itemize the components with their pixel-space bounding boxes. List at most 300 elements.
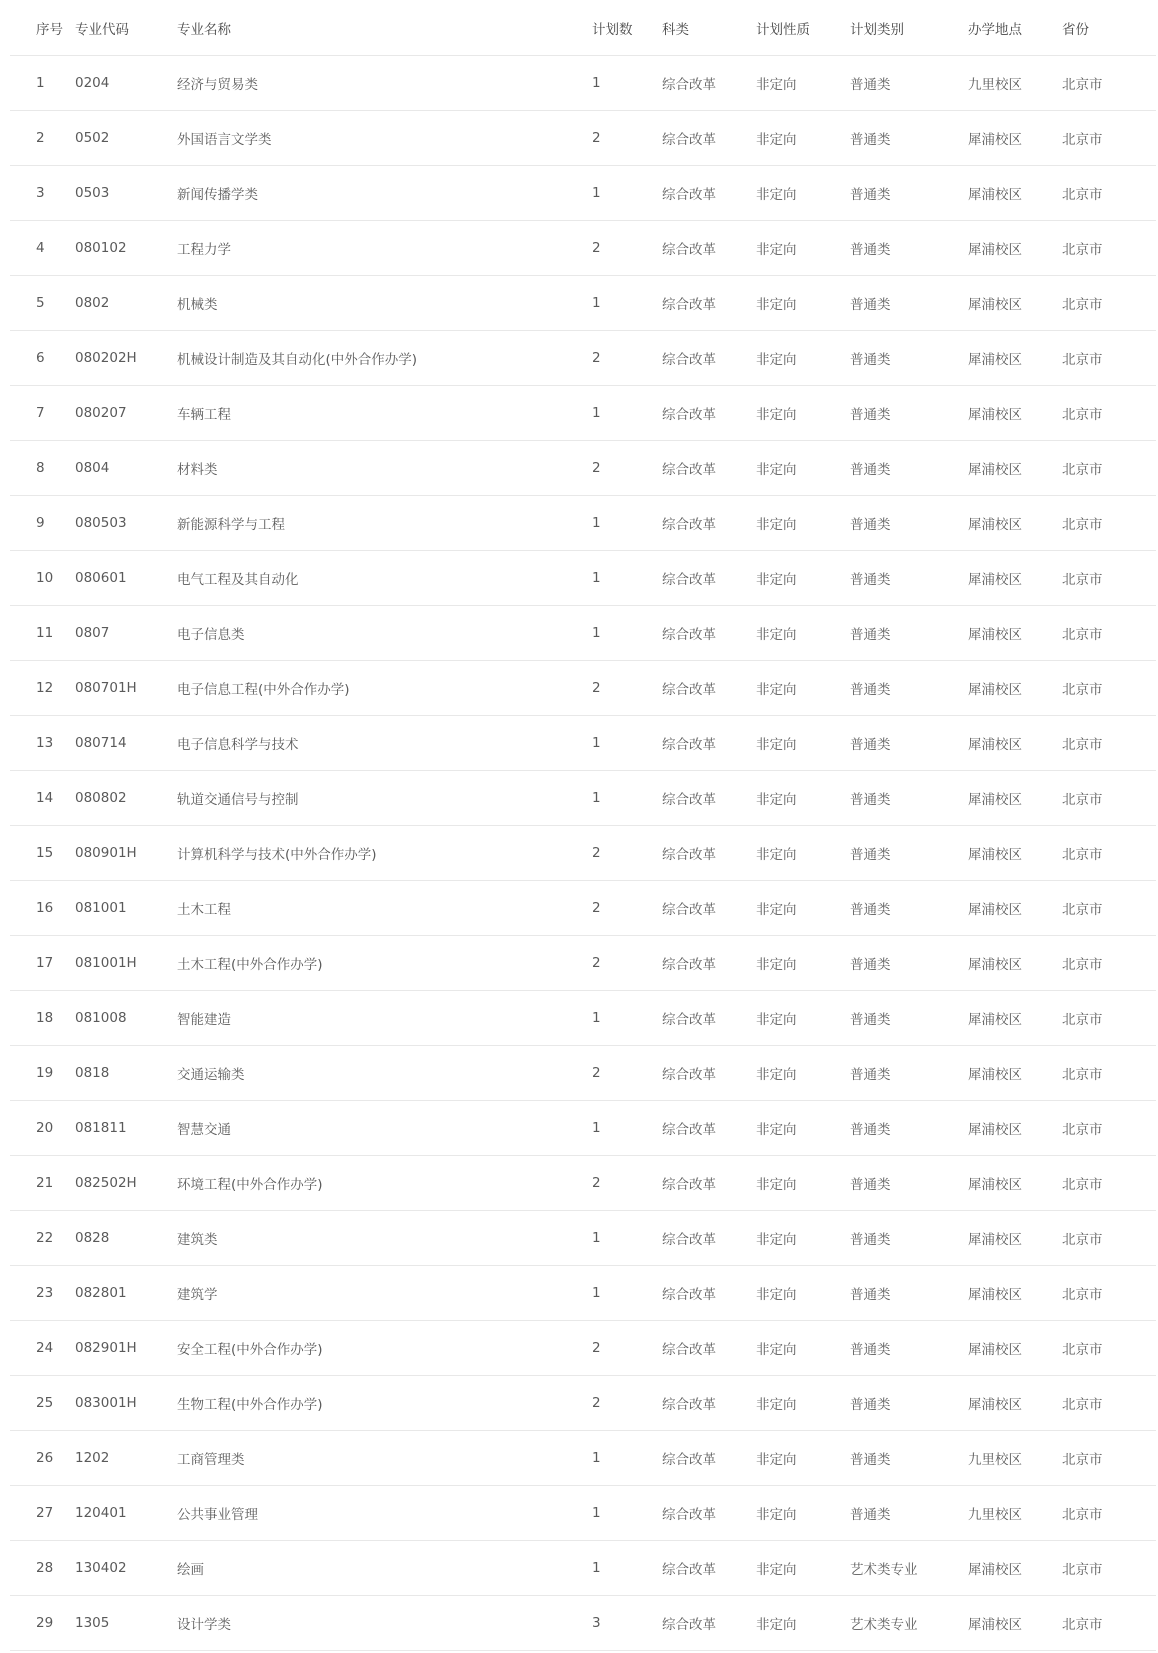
table-body — [10, 56, 1156, 1651]
cell-col-campus: 犀浦校区 — [968, 991, 1062, 1046]
cell-col-plan-nature: 非定向 — [756, 1046, 850, 1101]
cell-col-index: 3 — [10, 166, 75, 221]
table-row — [10, 1156, 1156, 1211]
cell-col-major-code: 082801 — [75, 1266, 177, 1321]
cell-col-campus: 犀浦校区 — [968, 1101, 1062, 1156]
cell-col-index: 7 — [10, 386, 75, 441]
table-row — [10, 826, 1156, 881]
cell-col-province: 北京市 — [1062, 1321, 1156, 1376]
table-row — [10, 1486, 1156, 1541]
table-row — [10, 221, 1156, 276]
cell-col-major-name: 生物工程(中外合作办学) — [177, 1376, 592, 1431]
table-row — [10, 56, 1156, 111]
cell-col-major-code: 080714 — [75, 716, 177, 771]
cell-col-plan-nature: 非定向 — [756, 881, 850, 936]
cell-col-plan-count: 2 — [592, 331, 662, 386]
table-row — [10, 1541, 1156, 1596]
cell-col-plan-category: 普通类 — [850, 331, 968, 386]
cell-col-campus: 犀浦校区 — [968, 1596, 1062, 1651]
cell-col-plan-count: 1 — [592, 1431, 662, 1486]
cell-col-major-name: 建筑类 — [177, 1211, 592, 1266]
cell-col-province: 北京市 — [1062, 1541, 1156, 1596]
cell-col-province: 北京市 — [1062, 826, 1156, 881]
cell-col-province: 北京市 — [1062, 221, 1156, 276]
cell-col-index: 21 — [10, 1156, 75, 1211]
cell-col-plan-count: 1 — [592, 1101, 662, 1156]
cell-col-index: 6 — [10, 331, 75, 386]
cell-col-subject-type: 综合改革 — [662, 551, 756, 606]
cell-col-plan-nature: 非定向 — [756, 1211, 850, 1266]
cell-col-index: 28 — [10, 1541, 75, 1596]
cell-col-plan-category: 普通类 — [850, 1211, 968, 1266]
cell-col-subject-type: 综合改革 — [662, 56, 756, 111]
cell-col-province: 北京市 — [1062, 276, 1156, 331]
cell-col-index: 18 — [10, 991, 75, 1046]
cell-col-subject-type: 综合改革 — [662, 881, 756, 936]
cell-col-plan-count: 1 — [592, 1486, 662, 1541]
cell-col-plan-category: 普通类 — [850, 826, 968, 881]
table-row — [10, 1101, 1156, 1156]
header-col-plan-count: 计划数 — [592, 0, 662, 56]
cell-col-subject-type: 综合改革 — [662, 1101, 756, 1156]
cell-col-campus: 犀浦校区 — [968, 496, 1062, 551]
table-row — [10, 881, 1156, 936]
cell-col-index: 29 — [10, 1596, 75, 1651]
cell-col-plan-category: 普通类 — [850, 386, 968, 441]
cell-col-province: 北京市 — [1062, 551, 1156, 606]
cell-col-plan-count: 3 — [592, 1596, 662, 1651]
enrollment-plan-table-container — [10, 0, 1156, 1651]
table-row — [10, 606, 1156, 661]
cell-col-index: 27 — [10, 1486, 75, 1541]
cell-col-province: 北京市 — [1062, 936, 1156, 991]
cell-col-campus: 犀浦校区 — [968, 1376, 1062, 1431]
cell-col-index: 20 — [10, 1101, 75, 1156]
cell-col-plan-count: 1 — [592, 551, 662, 606]
cell-col-subject-type: 综合改革 — [662, 1211, 756, 1266]
cell-col-province: 北京市 — [1062, 661, 1156, 716]
cell-col-plan-category: 普通类 — [850, 441, 968, 496]
cell-col-major-code: 081001H — [75, 936, 177, 991]
cell-col-plan-category: 普通类 — [850, 661, 968, 716]
cell-col-major-code: 0807 — [75, 606, 177, 661]
cell-col-index: 14 — [10, 771, 75, 826]
cell-col-plan-nature: 非定向 — [756, 771, 850, 826]
cell-col-province: 北京市 — [1062, 1156, 1156, 1211]
cell-col-campus: 犀浦校区 — [968, 826, 1062, 881]
cell-col-province: 北京市 — [1062, 441, 1156, 496]
cell-col-province: 北京市 — [1062, 716, 1156, 771]
cell-col-major-name: 设计学类 — [177, 1596, 592, 1651]
cell-col-plan-count: 2 — [592, 1376, 662, 1431]
cell-col-subject-type: 综合改革 — [662, 991, 756, 1046]
cell-col-plan-category: 普通类 — [850, 1046, 968, 1101]
cell-col-province: 北京市 — [1062, 1101, 1156, 1156]
cell-col-major-code: 080802 — [75, 771, 177, 826]
header-col-province: 省份 — [1062, 0, 1156, 56]
cell-col-plan-count: 2 — [592, 826, 662, 881]
cell-col-plan-count: 2 — [592, 881, 662, 936]
cell-col-plan-nature: 非定向 — [756, 1266, 850, 1321]
cell-col-major-name: 车辆工程 — [177, 386, 592, 441]
cell-col-plan-category: 普通类 — [850, 936, 968, 991]
cell-col-subject-type: 综合改革 — [662, 1541, 756, 1596]
cell-col-subject-type: 综合改革 — [662, 111, 756, 166]
cell-col-province: 北京市 — [1062, 111, 1156, 166]
cell-col-campus: 犀浦校区 — [968, 1211, 1062, 1266]
cell-col-plan-category: 普通类 — [850, 1486, 968, 1541]
cell-col-plan-category: 艺术类专业 — [850, 1541, 968, 1596]
table-row — [10, 1376, 1156, 1431]
cell-col-subject-type: 综合改革 — [662, 771, 756, 826]
table-row — [10, 166, 1156, 221]
cell-col-province: 北京市 — [1062, 1046, 1156, 1101]
cell-col-plan-count: 1 — [592, 166, 662, 221]
table-row — [10, 1266, 1156, 1321]
cell-col-plan-nature: 非定向 — [756, 716, 850, 771]
cell-col-major-code: 130402 — [75, 1541, 177, 1596]
cell-col-major-name: 土木工程 — [177, 881, 592, 936]
cell-col-campus: 犀浦校区 — [968, 1156, 1062, 1211]
cell-col-province: 北京市 — [1062, 1596, 1156, 1651]
cell-col-major-code: 0502 — [75, 111, 177, 166]
cell-col-campus: 犀浦校区 — [968, 1541, 1062, 1596]
cell-col-campus: 犀浦校区 — [968, 881, 1062, 936]
cell-col-campus: 犀浦校区 — [968, 1046, 1062, 1101]
cell-col-subject-type: 综合改革 — [662, 716, 756, 771]
cell-col-province: 北京市 — [1062, 1266, 1156, 1321]
cell-col-plan-category: 普通类 — [850, 56, 968, 111]
cell-col-plan-category: 艺术类专业 — [850, 1596, 968, 1651]
cell-col-province: 北京市 — [1062, 1376, 1156, 1431]
cell-col-major-name: 安全工程(中外合作办学) — [177, 1321, 592, 1376]
cell-col-major-code: 080503 — [75, 496, 177, 551]
cell-col-major-name: 经济与贸易类 — [177, 56, 592, 111]
header-col-plan-nature: 计划性质 — [756, 0, 850, 56]
cell-col-province: 北京市 — [1062, 1431, 1156, 1486]
cell-col-plan-category: 普通类 — [850, 716, 968, 771]
cell-col-plan-nature: 非定向 — [756, 1486, 850, 1541]
cell-col-campus: 九里校区 — [968, 56, 1062, 111]
table-row — [10, 661, 1156, 716]
cell-col-major-name: 新闻传播学类 — [177, 166, 592, 221]
cell-col-plan-category: 普通类 — [850, 881, 968, 936]
cell-col-plan-nature: 非定向 — [756, 826, 850, 881]
cell-col-major-code: 083001H — [75, 1376, 177, 1431]
cell-col-subject-type: 综合改革 — [662, 276, 756, 331]
cell-col-major-code: 080601 — [75, 551, 177, 606]
cell-col-major-code: 081811 — [75, 1101, 177, 1156]
cell-col-plan-count: 2 — [592, 441, 662, 496]
enrollment-plan-table — [10, 0, 1156, 1651]
cell-col-index: 13 — [10, 716, 75, 771]
header-row — [10, 0, 1156, 56]
cell-col-index: 1 — [10, 56, 75, 111]
cell-col-major-name: 土木工程(中外合作办学) — [177, 936, 592, 991]
cell-col-campus: 犀浦校区 — [968, 166, 1062, 221]
cell-col-plan-nature: 非定向 — [756, 221, 850, 276]
cell-col-province: 北京市 — [1062, 56, 1156, 111]
cell-col-plan-category: 普通类 — [850, 1266, 968, 1321]
cell-col-plan-category: 普通类 — [850, 166, 968, 221]
cell-col-major-code: 082502H — [75, 1156, 177, 1211]
cell-col-major-code: 080102 — [75, 221, 177, 276]
cell-col-plan-category: 普通类 — [850, 991, 968, 1046]
cell-col-plan-count: 1 — [592, 1541, 662, 1596]
cell-col-index: 17 — [10, 936, 75, 991]
cell-col-plan-nature: 非定向 — [756, 1321, 850, 1376]
cell-col-major-name: 绘画 — [177, 1541, 592, 1596]
cell-col-campus: 犀浦校区 — [968, 551, 1062, 606]
cell-col-major-name: 计算机科学与技术(中外合作办学) — [177, 826, 592, 881]
table-row — [10, 386, 1156, 441]
cell-col-plan-count: 1 — [592, 386, 662, 441]
table-row — [10, 716, 1156, 771]
cell-col-plan-nature: 非定向 — [756, 56, 850, 111]
cell-col-province: 北京市 — [1062, 166, 1156, 221]
cell-col-campus: 九里校区 — [968, 1431, 1062, 1486]
cell-col-major-name: 轨道交通信号与控制 — [177, 771, 592, 826]
cell-col-plan-count: 1 — [592, 771, 662, 826]
cell-col-subject-type: 综合改革 — [662, 1486, 756, 1541]
cell-col-major-code: 080202H — [75, 331, 177, 386]
cell-col-plan-count: 1 — [592, 606, 662, 661]
cell-col-subject-type: 综合改革 — [662, 826, 756, 881]
cell-col-major-code: 0828 — [75, 1211, 177, 1266]
cell-col-index: 9 — [10, 496, 75, 551]
cell-col-major-name: 建筑学 — [177, 1266, 592, 1321]
table-row — [10, 551, 1156, 606]
cell-col-plan-category: 普通类 — [850, 111, 968, 166]
cell-col-campus: 犀浦校区 — [968, 331, 1062, 386]
cell-col-major-code: 0818 — [75, 1046, 177, 1101]
table-row — [10, 496, 1156, 551]
cell-col-plan-count: 1 — [592, 1266, 662, 1321]
cell-col-index: 25 — [10, 1376, 75, 1431]
cell-col-major-name: 电子信息类 — [177, 606, 592, 661]
cell-col-index: 4 — [10, 221, 75, 276]
cell-col-plan-category: 普通类 — [850, 1321, 968, 1376]
cell-col-major-code: 080701H — [75, 661, 177, 716]
cell-col-plan-count: 1 — [592, 1211, 662, 1266]
cell-col-campus: 犀浦校区 — [968, 606, 1062, 661]
cell-col-campus: 犀浦校区 — [968, 716, 1062, 771]
cell-col-subject-type: 综合改革 — [662, 441, 756, 496]
table-row — [10, 936, 1156, 991]
cell-col-plan-nature: 非定向 — [756, 936, 850, 991]
cell-col-plan-count: 2 — [592, 1046, 662, 1101]
cell-col-major-code: 080901H — [75, 826, 177, 881]
header-col-major-name: 专业名称 — [177, 0, 592, 56]
cell-col-major-code: 0503 — [75, 166, 177, 221]
cell-col-index: 15 — [10, 826, 75, 881]
cell-col-province: 北京市 — [1062, 1486, 1156, 1541]
cell-col-plan-count: 1 — [592, 496, 662, 551]
cell-col-campus: 犀浦校区 — [968, 386, 1062, 441]
cell-col-plan-category: 普通类 — [850, 606, 968, 661]
cell-col-plan-nature: 非定向 — [756, 496, 850, 551]
cell-col-index: 26 — [10, 1431, 75, 1486]
cell-col-campus: 犀浦校区 — [968, 441, 1062, 496]
cell-col-province: 北京市 — [1062, 881, 1156, 936]
cell-col-plan-nature: 非定向 — [756, 166, 850, 221]
cell-col-campus: 犀浦校区 — [968, 1321, 1062, 1376]
cell-col-plan-count: 1 — [592, 276, 662, 331]
cell-col-plan-nature: 非定向 — [756, 386, 850, 441]
cell-col-subject-type: 综合改革 — [662, 1376, 756, 1431]
table-row — [10, 1431, 1156, 1486]
cell-col-plan-nature: 非定向 — [756, 111, 850, 166]
cell-col-subject-type: 综合改革 — [662, 606, 756, 661]
cell-col-index: 12 — [10, 661, 75, 716]
cell-col-plan-count: 2 — [592, 111, 662, 166]
cell-col-plan-count: 1 — [592, 991, 662, 1046]
cell-col-plan-nature: 非定向 — [756, 1376, 850, 1431]
cell-col-plan-nature: 非定向 — [756, 1156, 850, 1211]
cell-col-subject-type: 综合改革 — [662, 1046, 756, 1101]
cell-col-plan-nature: 非定向 — [756, 661, 850, 716]
cell-col-major-code: 081008 — [75, 991, 177, 1046]
cell-col-subject-type: 综合改革 — [662, 496, 756, 551]
table-row — [10, 441, 1156, 496]
cell-col-plan-nature: 非定向 — [756, 441, 850, 496]
cell-col-major-code: 0804 — [75, 441, 177, 496]
table-row — [10, 111, 1156, 166]
cell-col-campus: 犀浦校区 — [968, 111, 1062, 166]
cell-col-campus: 犀浦校区 — [968, 1266, 1062, 1321]
cell-col-plan-nature: 非定向 — [756, 1101, 850, 1156]
cell-col-major-name: 新能源科学与工程 — [177, 496, 592, 551]
cell-col-major-name: 交通运输类 — [177, 1046, 592, 1101]
cell-col-subject-type: 综合改革 — [662, 166, 756, 221]
cell-col-plan-count: 2 — [592, 1156, 662, 1211]
cell-col-plan-category: 普通类 — [850, 771, 968, 826]
cell-col-plan-category: 普通类 — [850, 496, 968, 551]
table-row — [10, 771, 1156, 826]
cell-col-plan-category: 普通类 — [850, 276, 968, 331]
header-col-subject-type: 科类 — [662, 0, 756, 56]
table-row — [10, 331, 1156, 386]
table-row — [10, 276, 1156, 331]
table-row — [10, 1596, 1156, 1651]
cell-col-major-code: 082901H — [75, 1321, 177, 1376]
cell-col-subject-type: 综合改革 — [662, 221, 756, 276]
table-row — [10, 1046, 1156, 1101]
cell-col-index: 10 — [10, 551, 75, 606]
cell-col-subject-type: 综合改革 — [662, 1266, 756, 1321]
cell-col-campus: 犀浦校区 — [968, 771, 1062, 826]
cell-col-subject-type: 综合改革 — [662, 386, 756, 441]
cell-col-plan-count: 1 — [592, 716, 662, 771]
cell-col-campus: 九里校区 — [968, 1486, 1062, 1541]
cell-col-plan-nature: 非定向 — [756, 276, 850, 331]
cell-col-index: 23 — [10, 1266, 75, 1321]
cell-col-index: 2 — [10, 111, 75, 166]
cell-col-plan-nature: 非定向 — [756, 606, 850, 661]
cell-col-major-name: 机械类 — [177, 276, 592, 331]
cell-col-subject-type: 综合改革 — [662, 1321, 756, 1376]
cell-col-major-name: 智慧交通 — [177, 1101, 592, 1156]
cell-col-major-code: 1202 — [75, 1431, 177, 1486]
cell-col-index: 8 — [10, 441, 75, 496]
cell-col-plan-count: 1 — [592, 56, 662, 111]
cell-col-index: 16 — [10, 881, 75, 936]
cell-col-index: 11 — [10, 606, 75, 661]
cell-col-province: 北京市 — [1062, 771, 1156, 826]
cell-col-plan-category: 普通类 — [850, 1431, 968, 1486]
cell-col-province: 北京市 — [1062, 496, 1156, 551]
cell-col-province: 北京市 — [1062, 991, 1156, 1046]
cell-col-major-code: 0204 — [75, 56, 177, 111]
cell-col-index: 22 — [10, 1211, 75, 1266]
header-col-major-code: 专业代码 — [75, 0, 177, 56]
table-row — [10, 1321, 1156, 1376]
cell-col-major-code: 0802 — [75, 276, 177, 331]
header-col-index: 序号 — [10, 0, 75, 56]
cell-col-plan-category: 普通类 — [850, 1376, 968, 1431]
cell-col-plan-category: 普通类 — [850, 1101, 968, 1156]
table-row — [10, 1211, 1156, 1266]
cell-col-major-name: 电气工程及其自动化 — [177, 551, 592, 606]
cell-col-major-code: 120401 — [75, 1486, 177, 1541]
cell-col-plan-count: 2 — [592, 221, 662, 276]
cell-col-subject-type: 综合改革 — [662, 1596, 756, 1651]
cell-col-campus: 犀浦校区 — [968, 661, 1062, 716]
cell-col-major-name: 工程力学 — [177, 221, 592, 276]
cell-col-major-name: 智能建造 — [177, 991, 592, 1046]
cell-col-major-name: 环境工程(中外合作办学) — [177, 1156, 592, 1211]
cell-col-index: 5 — [10, 276, 75, 331]
cell-col-campus: 犀浦校区 — [968, 276, 1062, 331]
cell-col-plan-nature: 非定向 — [756, 1596, 850, 1651]
cell-col-subject-type: 综合改革 — [662, 331, 756, 386]
cell-col-plan-nature: 非定向 — [756, 991, 850, 1046]
cell-col-major-code: 080207 — [75, 386, 177, 441]
cell-col-plan-category: 普通类 — [850, 221, 968, 276]
cell-col-campus: 犀浦校区 — [968, 936, 1062, 991]
cell-col-plan-category: 普通类 — [850, 551, 968, 606]
header-col-campus: 办学地点 — [968, 0, 1062, 56]
cell-col-subject-type: 综合改革 — [662, 1431, 756, 1486]
cell-col-plan-category: 普通类 — [850, 1156, 968, 1211]
cell-col-major-name: 材料类 — [177, 441, 592, 496]
cell-col-subject-type: 综合改革 — [662, 661, 756, 716]
cell-col-plan-count: 2 — [592, 1321, 662, 1376]
table-row — [10, 991, 1156, 1046]
header-col-plan-category: 计划类别 — [850, 0, 968, 56]
cell-col-plan-nature: 非定向 — [756, 1431, 850, 1486]
cell-col-major-name: 机械设计制造及其自动化(中外合作办学) — [177, 331, 592, 386]
cell-col-province: 北京市 — [1062, 606, 1156, 661]
cell-col-major-name: 电子信息科学与技术 — [177, 716, 592, 771]
cell-col-subject-type: 综合改革 — [662, 936, 756, 991]
cell-col-plan-count: 2 — [592, 936, 662, 991]
cell-col-index: 19 — [10, 1046, 75, 1101]
cell-col-plan-count: 2 — [592, 661, 662, 716]
cell-col-major-name: 公共事业管理 — [177, 1486, 592, 1541]
table-header — [10, 0, 1156, 56]
cell-col-province: 北京市 — [1062, 331, 1156, 386]
cell-col-plan-nature: 非定向 — [756, 1541, 850, 1596]
cell-col-campus: 犀浦校区 — [968, 221, 1062, 276]
cell-col-major-name: 工商管理类 — [177, 1431, 592, 1486]
cell-col-province: 北京市 — [1062, 386, 1156, 441]
cell-col-major-name: 电子信息工程(中外合作办学) — [177, 661, 592, 716]
cell-col-major-name: 外国语言文学类 — [177, 111, 592, 166]
cell-col-major-code: 1305 — [75, 1596, 177, 1651]
cell-col-plan-nature: 非定向 — [756, 551, 850, 606]
cell-col-subject-type: 综合改革 — [662, 1156, 756, 1211]
